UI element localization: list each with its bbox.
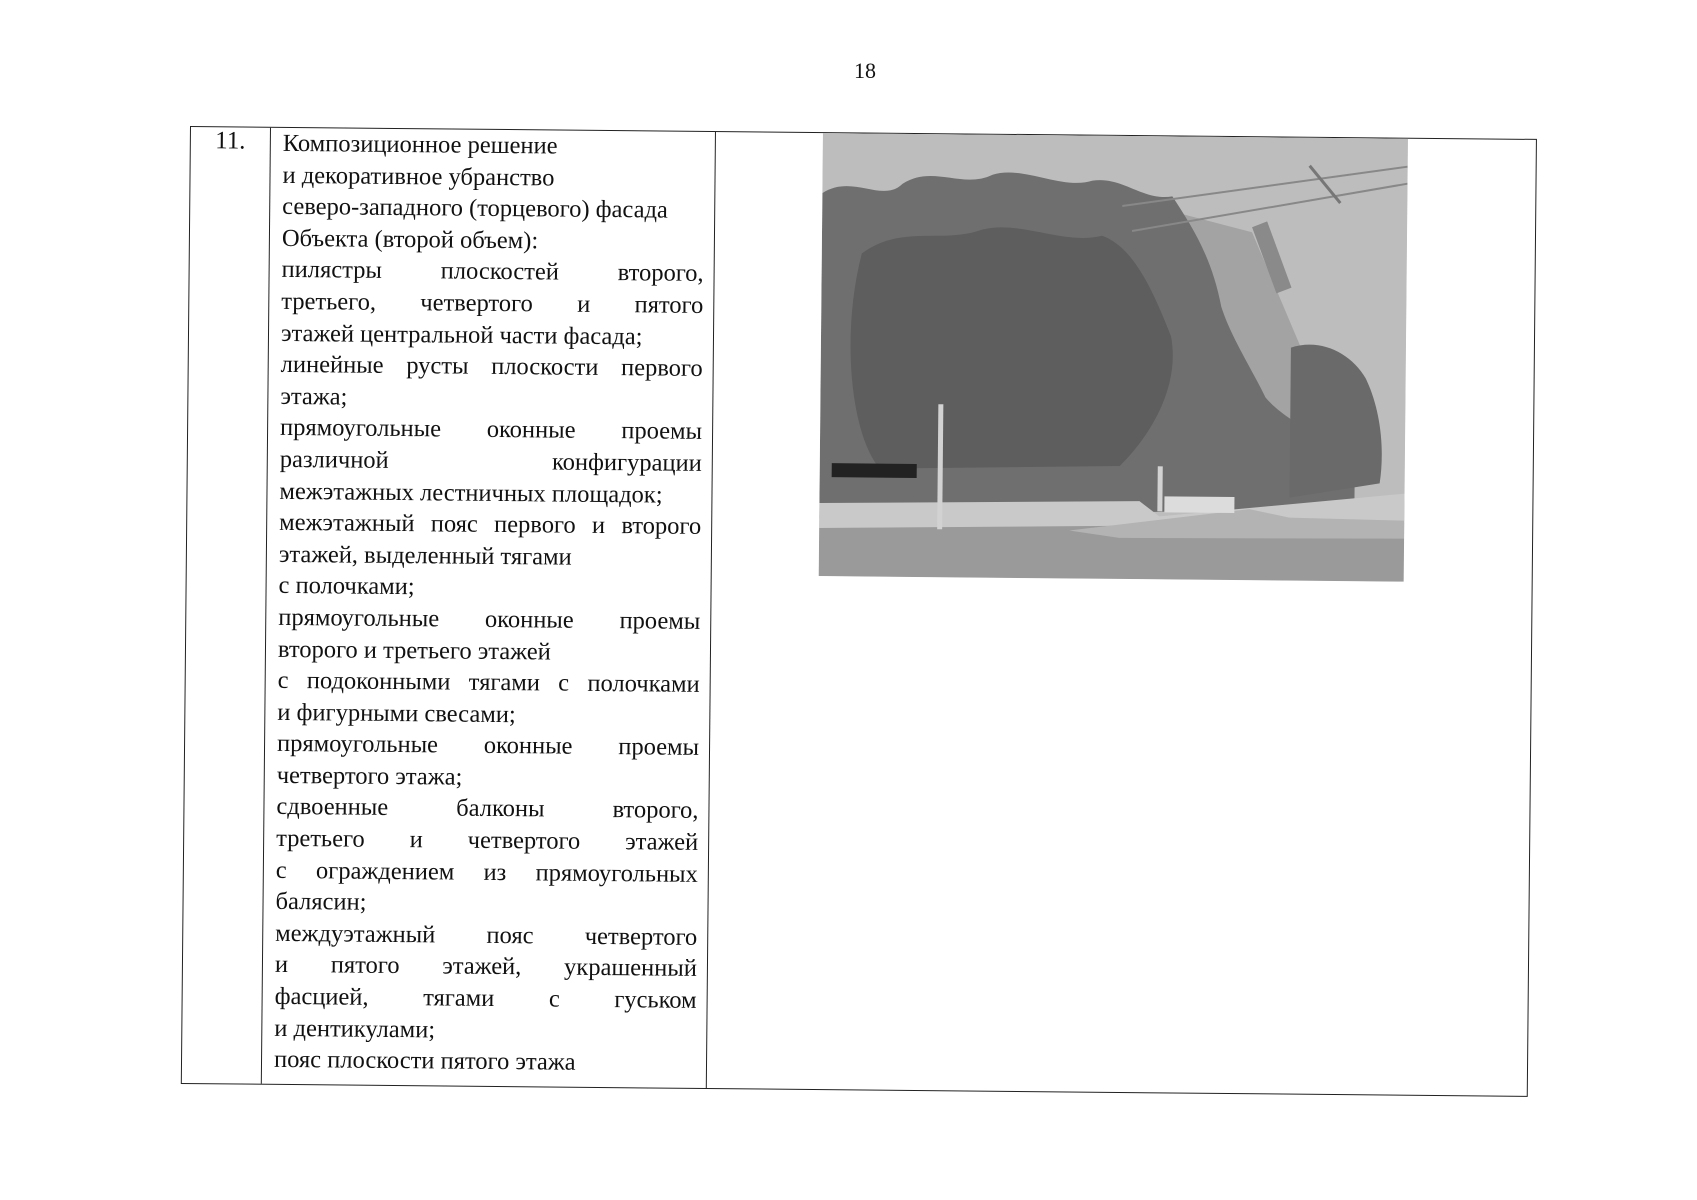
description-line: с подоконными тягами с полочками bbox=[277, 666, 700, 699]
description-line: и дентикулами; bbox=[274, 1014, 436, 1044]
description-line: и фигурными свесами; bbox=[277, 698, 516, 728]
description-line: третьего и четвертого этажей bbox=[276, 824, 699, 856]
description-line: балясин; bbox=[275, 888, 367, 916]
description-line: линейные русты плоскости первого bbox=[280, 351, 703, 383]
description-line: этажей центральной части фасада; bbox=[280, 319, 643, 350]
description-line: третьего, четвертого и пятого bbox=[281, 287, 704, 319]
description-line: фасцией, тягами с гуськом bbox=[274, 982, 697, 1014]
description-line: с полочками; bbox=[278, 572, 415, 601]
description-line: прямоугольные оконные проемы bbox=[279, 414, 703, 446]
description-line: второго и третьего этажей bbox=[277, 635, 551, 665]
description-line: с ограждением из прямоугольных bbox=[275, 856, 698, 888]
photo-trees-dark bbox=[849, 226, 1174, 471]
photo-post bbox=[1157, 466, 1162, 511]
photo-sign bbox=[832, 463, 917, 478]
row-description bbox=[262, 128, 716, 1088]
page-number: 18 bbox=[854, 58, 876, 83]
description-line: и пятого этажей, украшенный bbox=[274, 951, 698, 983]
facade-photo bbox=[819, 133, 1408, 582]
description-line: четвертого этажа; bbox=[276, 761, 463, 791]
row-number: 11. bbox=[182, 127, 271, 1084]
photo-cell bbox=[707, 132, 1536, 1096]
description-line: сдвоенные балконы второго, bbox=[276, 793, 699, 825]
description-line: Объекта (второй объем): bbox=[281, 224, 539, 255]
description-line: северо-западного (торцевого) фасада bbox=[282, 193, 668, 224]
description-line: пояс плоскости пятого этажа bbox=[273, 1046, 576, 1076]
description-line: межэтажных лестничных площадок; bbox=[279, 477, 663, 509]
photo-fence bbox=[1164, 496, 1234, 513]
description-line: междуэтажный пояс четвертого bbox=[275, 919, 698, 951]
description-line: прямоугольные оконные проемы bbox=[276, 730, 700, 762]
description-line: этажей, выделенный тягами bbox=[278, 540, 572, 571]
attribute-table bbox=[181, 126, 1537, 1097]
description-line: Композиционное решение bbox=[282, 129, 558, 160]
description-line: межэтажный пояс первого и второго bbox=[279, 509, 702, 541]
description-line: различной конфигурации bbox=[279, 445, 702, 477]
description-line: этажа; bbox=[280, 382, 348, 411]
description-line: и декоративное убранство bbox=[282, 161, 555, 192]
description-line: прямоугольные оконные проемы bbox=[278, 603, 701, 635]
description-line: пилястры плоскостей второго, bbox=[281, 256, 704, 288]
